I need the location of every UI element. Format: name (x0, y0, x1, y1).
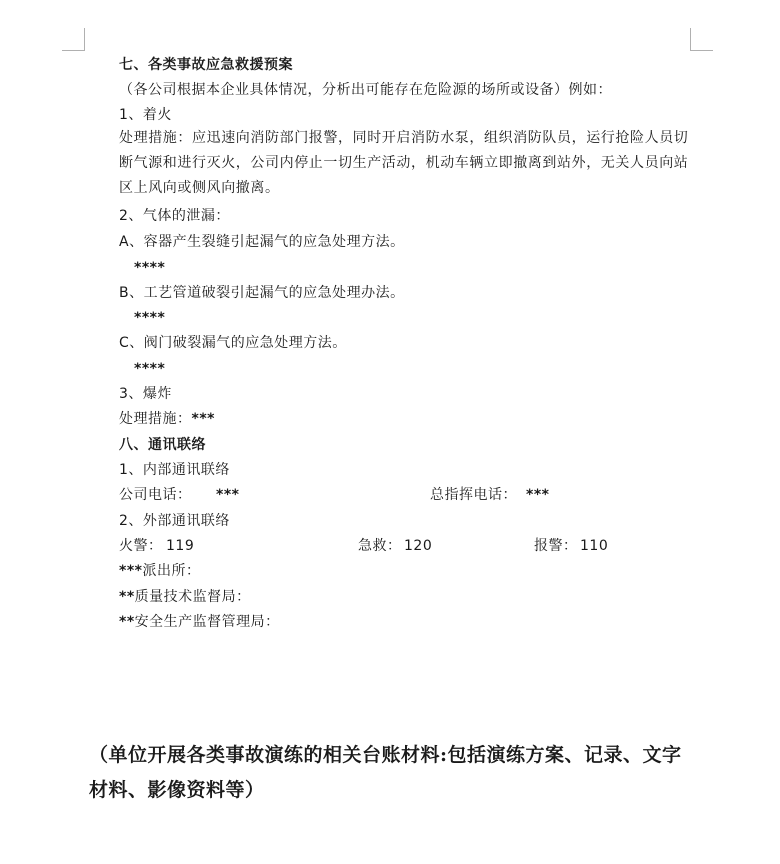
section8-heading: 八、通讯联络 (119, 437, 206, 453)
gas-leak-item-c: C、阀门破裂漏气的应急处理方法。 (119, 335, 347, 351)
police-label: 报警： (534, 538, 578, 554)
command-phone-value: *** (526, 487, 550, 503)
gas-leak-item-b: B、工艺管道破裂引起漏气的应急处理办法。 (119, 285, 405, 301)
section7-heading: 七、各类事故应急救援预案 (119, 57, 293, 73)
police-value: 110 (580, 538, 609, 554)
fire-alarm-label: 火警： (119, 538, 163, 554)
company-phone-value: *** (216, 487, 240, 503)
command-phone-label: 总指挥电话： (430, 487, 517, 503)
explosion-measures-value: *** (191, 411, 215, 427)
police-station-prefix: *** (119, 563, 143, 579)
section7-intro: （各公司根据本企业具体情况，分析出可能存在危险源的场所或设备）例如： (119, 82, 612, 98)
police-station-label: 派出所： (142, 563, 201, 579)
explosion-measures-label: 处理措施： (119, 411, 192, 427)
fire-label: 1、着火 (119, 107, 172, 123)
gas-leak-item-a: A、容器产生裂缝引起漏气的应急处理方法。 (119, 234, 405, 250)
safety-bureau-prefix: ** (119, 614, 135, 630)
explosion-measures (119, 410, 215, 428)
ambulance-label: 急救： (358, 538, 402, 554)
gas-leak-item-c-placeholder: **** (134, 361, 166, 377)
fire-measures-text: 处理措施：应迅速向消防部门报警，同时开启消防水泵，组织消防队员，运行抢险人员切断气源和进行灭火，公司内停止一切生产活动，机动车辆立即撤离到站外，无关人员向站区上风向或侧风向撤离。 (119, 130, 689, 196)
gas-leak-item-b-placeholder: **** (134, 310, 166, 326)
gas-leak-label: 2、气体的泄漏： (119, 208, 230, 224)
quality-bureau-line (119, 588, 251, 606)
safety-bureau-line (119, 613, 280, 631)
fire-alarm-value: 119 (166, 538, 195, 554)
gas-leak-item-a-placeholder: **** (134, 260, 166, 276)
ambulance-value: 120 (404, 538, 433, 554)
fire-measures (89, 126, 693, 201)
safety-bureau-label: 安全生产监督管理局： (134, 614, 280, 630)
explosion-label: 3、爆炸 (119, 386, 172, 402)
page-corner-mark-right (690, 28, 713, 51)
quality-bureau-label: 质量技术监督局： (134, 589, 251, 605)
footer-note: （单位开展各类事故演练的相关台账材料:包括演练方案、记录、文字材料、影像资料等） (89, 744, 682, 801)
company-phone-label: 公司电话： (119, 487, 192, 503)
police-station-line (119, 562, 200, 580)
quality-bureau-prefix: ** (119, 589, 135, 605)
external-contact-label: 2、外部通讯联络 (119, 513, 230, 529)
internal-contact-label: 1、内部通讯联络 (119, 462, 230, 478)
page-corner-mark-left (62, 28, 85, 51)
